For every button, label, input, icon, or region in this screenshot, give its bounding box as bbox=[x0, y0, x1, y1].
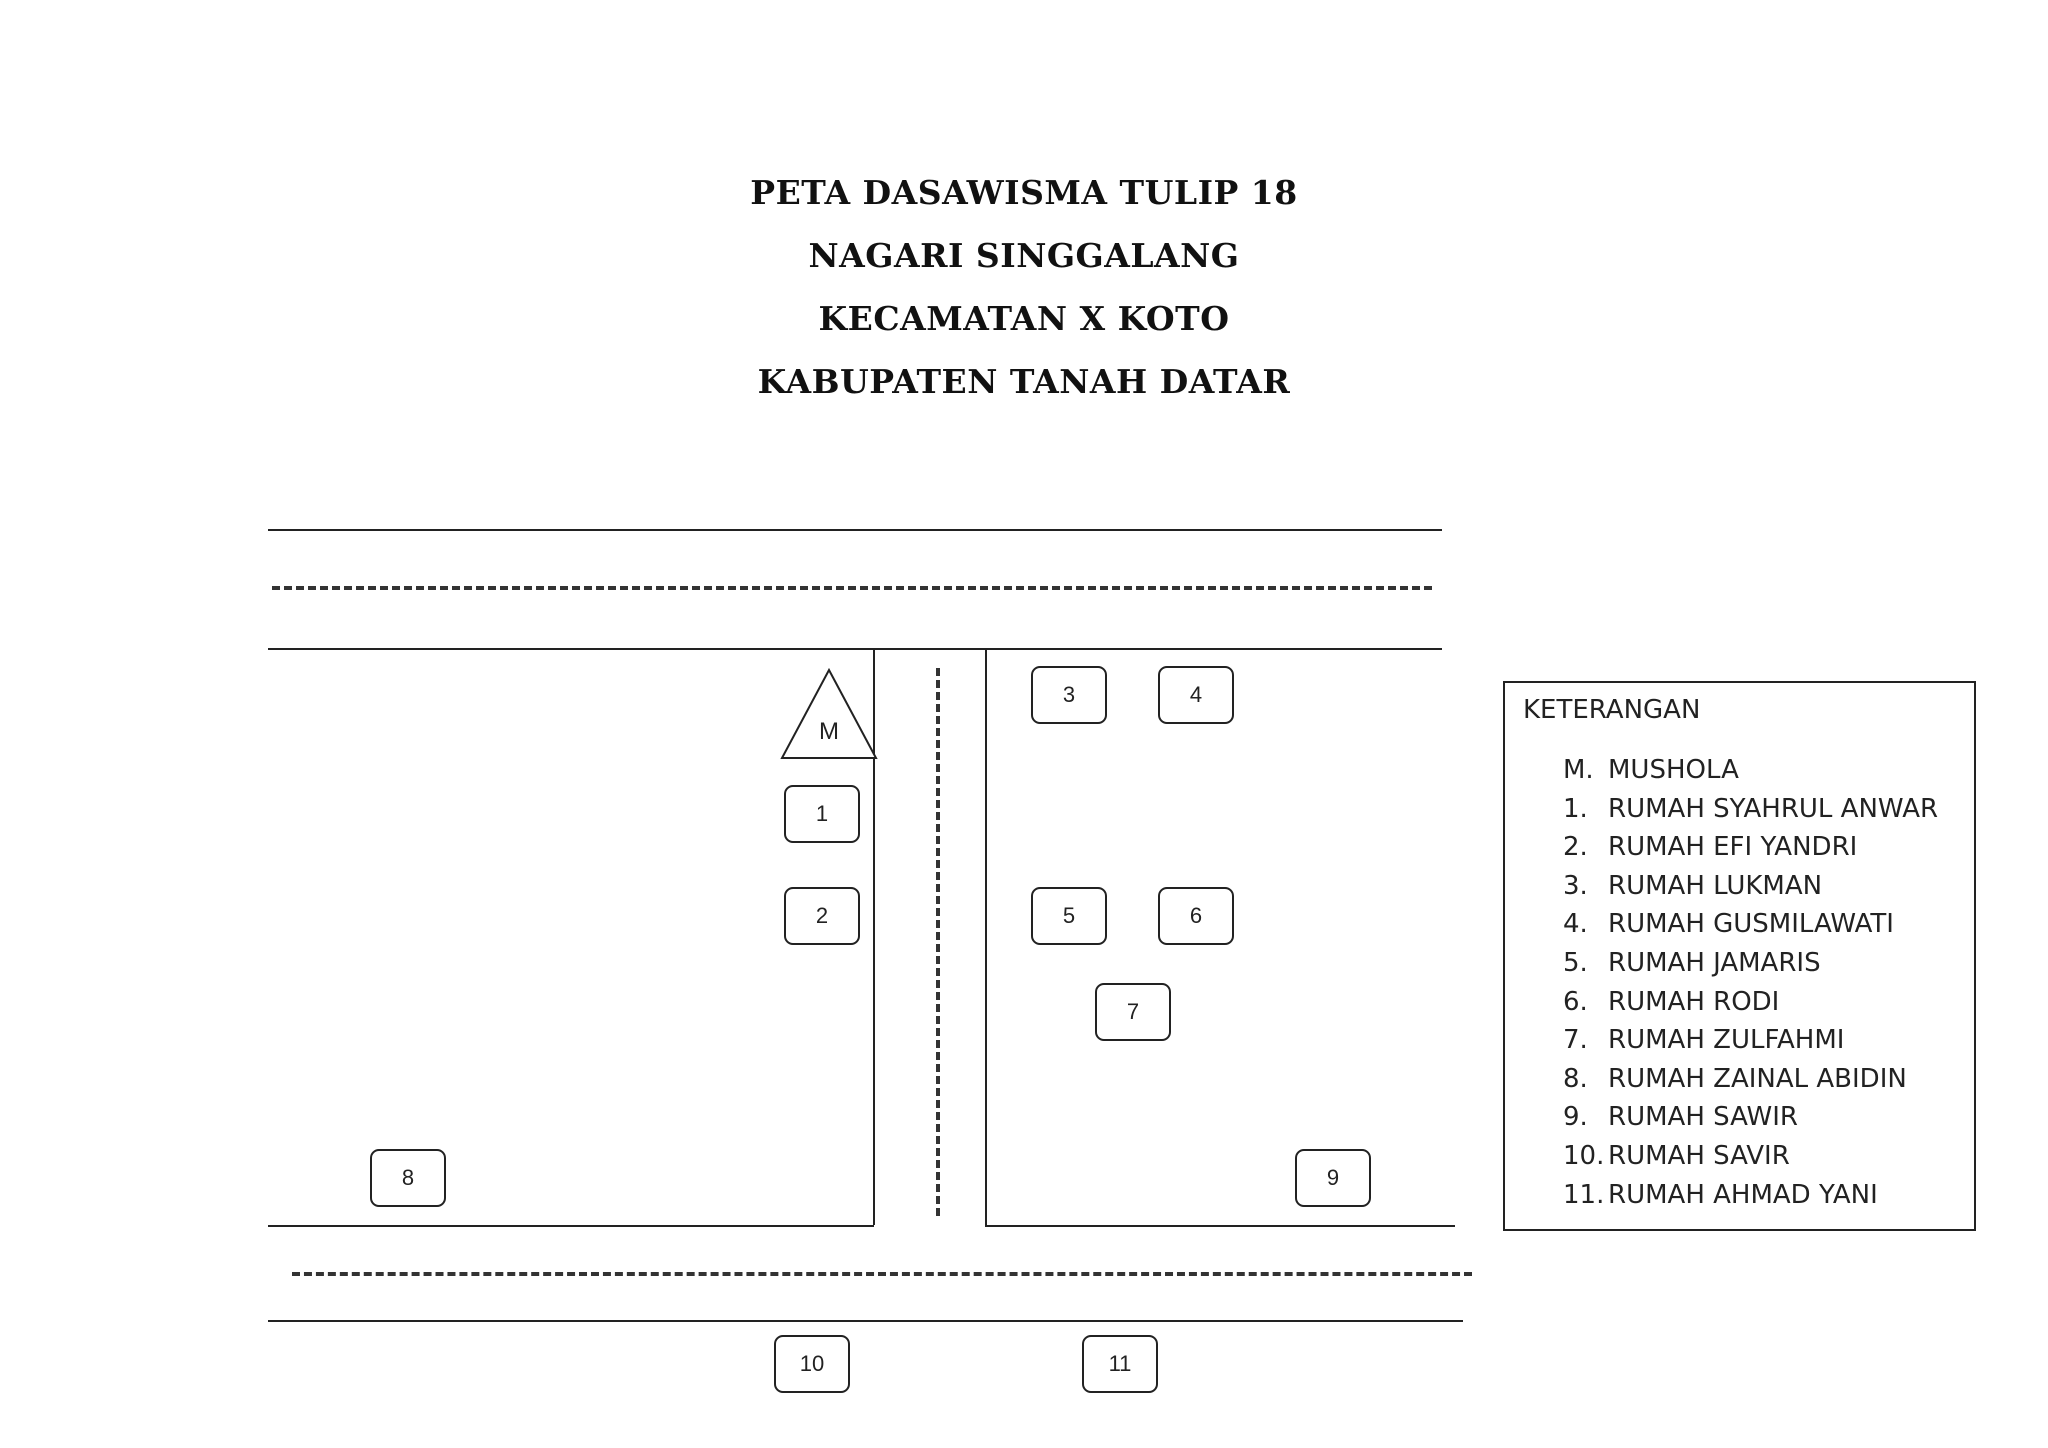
lower-road-top-edge bbox=[268, 1225, 874, 1227]
legend-item-label: RUMAH ZAINAL ABIDIN bbox=[1608, 1063, 1907, 1094]
lower-road-centerline bbox=[292, 1272, 1472, 1276]
legend-list bbox=[1563, 751, 1938, 1214]
legend-item bbox=[1563, 983, 1938, 1022]
house-3: 3 bbox=[1031, 666, 1107, 724]
legend-item-number: 8. bbox=[1563, 1063, 1588, 1094]
mushola-label: M bbox=[819, 718, 839, 745]
legend-item bbox=[1563, 944, 1938, 983]
legend-item-number: 10. bbox=[1563, 1140, 1605, 1171]
house-1: 1 bbox=[784, 785, 860, 843]
legend-item-label: MUSHOLA bbox=[1608, 755, 1739, 785]
legend-item-number: M. bbox=[1563, 755, 1594, 785]
legend-item-number: 9. bbox=[1563, 1102, 1588, 1133]
lower-road-bottom-edge bbox=[268, 1320, 1463, 1322]
legend-item bbox=[1563, 828, 1938, 867]
legend-item bbox=[1563, 790, 1938, 829]
right-block-left-edge bbox=[985, 648, 987, 1225]
legend-box bbox=[1503, 681, 1976, 1231]
legend-item-label: RUMAH SAWIR bbox=[1608, 1102, 1798, 1133]
house-10: 10 bbox=[774, 1335, 850, 1393]
mushola-marker bbox=[779, 668, 879, 762]
triangle-icon bbox=[779, 668, 879, 762]
legend-item bbox=[1563, 867, 1938, 906]
legend-item bbox=[1563, 1137, 1938, 1176]
house-2: 2 bbox=[784, 887, 860, 945]
legend-item-label: RUMAH GUSMILAWATI bbox=[1608, 909, 1894, 940]
map-subtitle-nagari: NAGARI SINGGALANG bbox=[808, 236, 1240, 275]
legend-item bbox=[1563, 1021, 1938, 1060]
map-subtitle-kecamatan: KECAMATAN X KOTO bbox=[818, 299, 1230, 338]
legend-item-number: 3. bbox=[1563, 870, 1588, 901]
house-5: 5 bbox=[1031, 887, 1107, 945]
lower-road-top-edge-right bbox=[985, 1225, 1455, 1227]
legend-item bbox=[1563, 751, 1938, 790]
house-7: 7 bbox=[1095, 983, 1171, 1041]
legend-item-label: RUMAH ZULFAHMI bbox=[1608, 1025, 1845, 1056]
map-subtitle-kabupaten: KABUPATEN TANAH DATAR bbox=[757, 362, 1291, 401]
upper-road-top-edge bbox=[268, 529, 1442, 531]
middle-path-centerline bbox=[936, 668, 940, 1216]
legend-title: KETERANGAN bbox=[1523, 695, 1701, 725]
legend-item-number: 11. bbox=[1563, 1179, 1605, 1210]
legend-item-label: RUMAH JAMARIS bbox=[1608, 947, 1821, 978]
legend-item bbox=[1563, 1060, 1938, 1099]
legend-item bbox=[1563, 1098, 1938, 1137]
legend-item-label: RUMAH SAVIR bbox=[1608, 1140, 1790, 1171]
legend-item-label: RUMAH EFI YANDRI bbox=[1608, 832, 1858, 863]
house-9: 9 bbox=[1295, 1149, 1371, 1207]
legend-item-number: 2. bbox=[1563, 832, 1588, 863]
upper-road-centerline bbox=[272, 586, 1432, 590]
house-8: 8 bbox=[370, 1149, 446, 1207]
legend-item-label: RUMAH AHMAD YANI bbox=[1608, 1179, 1878, 1210]
house-11: 11 bbox=[1082, 1335, 1158, 1393]
legend-item-label: RUMAH LUKMAN bbox=[1608, 870, 1823, 901]
legend-item-number: 5. bbox=[1563, 947, 1588, 978]
house-4: 4 bbox=[1158, 666, 1234, 724]
map-title: PETA DASAWISMA TULIP 18 bbox=[750, 173, 1298, 212]
legend-item-number: 1. bbox=[1563, 793, 1588, 824]
legend-item-number: 7. bbox=[1563, 1025, 1588, 1056]
legend-item bbox=[1563, 1176, 1938, 1215]
legend-item-number: 6. bbox=[1563, 986, 1588, 1017]
legend-item bbox=[1563, 905, 1938, 944]
legend-item-label: RUMAH RODI bbox=[1608, 986, 1780, 1017]
upper-road-bottom-edge bbox=[268, 648, 1442, 650]
house-6: 6 bbox=[1158, 887, 1234, 945]
legend-item-number: 4. bbox=[1563, 909, 1588, 940]
legend-item-label: RUMAH SYAHRUL ANWAR bbox=[1608, 793, 1939, 824]
